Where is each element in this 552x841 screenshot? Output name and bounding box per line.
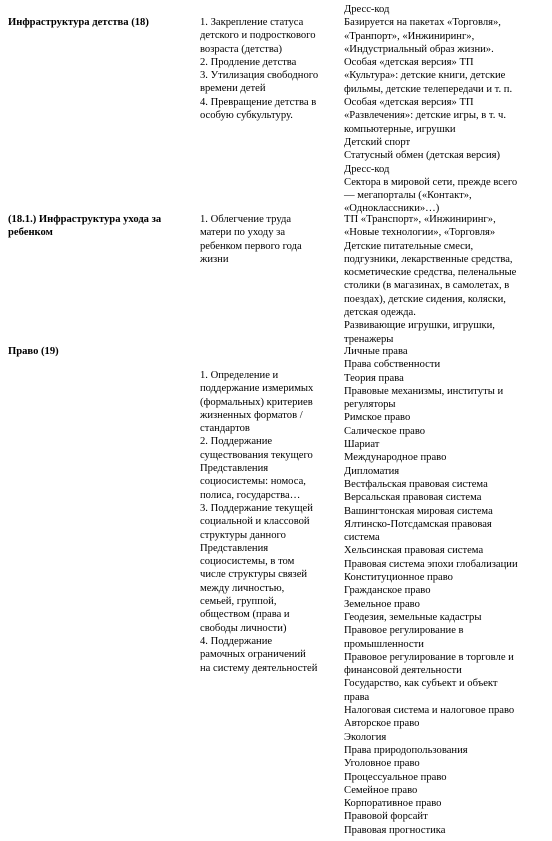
item-line: Земельное право (344, 598, 420, 610)
item-line: Салическое право (344, 425, 426, 437)
document-table (8, 3, 548, 837)
row-title-text: Инфраструктура детства (18) (8, 17, 149, 28)
item-line: финансовой деятельности (344, 665, 462, 677)
goals-cell (200, 3, 344, 122)
item-line: Авторское право (344, 718, 420, 730)
item-line: компьютерные, игрушки (344, 123, 456, 135)
item-line: Теория права (344, 372, 404, 384)
item-line: Экология (344, 731, 387, 743)
item-line: промышленности (344, 638, 424, 650)
item-line: фильмы, детские телепередачи и т. п. (344, 83, 513, 95)
goal-line: возраста (детства) (200, 43, 283, 55)
row-title (8, 213, 200, 240)
item-line: система (344, 532, 380, 544)
goal-line: стандартов (200, 423, 250, 435)
item-line: Особая «детская версия» ТП (344, 97, 474, 109)
item-line: Дресс-код (344, 4, 390, 15)
items-cell (344, 3, 548, 216)
item-line: Правовое регулирование в торговле и (344, 651, 514, 663)
item-line: Геодезия, земельные кадастры (344, 611, 482, 623)
item-line: Государство, как субъект и объект (344, 678, 498, 690)
goal-line: структуры данного (200, 529, 286, 541)
goal-line: ребенком первого года (200, 240, 302, 252)
item-line: «Индустриальный образ жизни». (344, 43, 494, 55)
item-line: Дресс-код (344, 163, 390, 175)
goal-line: существования текущего (200, 449, 313, 461)
item-line: Корпоративное право (344, 798, 442, 810)
goal-line: 4. Превращение детства в (200, 96, 317, 108)
goal-line: числе структуры связей (200, 569, 308, 581)
item-line: Вашингтонская мировая система (344, 505, 493, 517)
item-line: Правовая система эпохи глобализации (344, 558, 518, 570)
goal-line: жизни (200, 253, 229, 265)
row-title (8, 345, 200, 358)
item-line: Статусный обмен (детская версия) (344, 150, 501, 162)
item-line: Правовая прогностика (344, 824, 446, 836)
item-line: Базируется на пакетах «Торговля», (344, 17, 501, 29)
item-line: «Развлечения»: детские игры, в т. ч. (344, 110, 506, 122)
item-line: Детские питательные смеси, (344, 240, 474, 252)
goal-line: 2. Продление детства (200, 56, 297, 68)
row-title-text: Право (19) (8, 346, 59, 357)
item-line: Конституционное право (344, 572, 453, 584)
row-title-text: ребенком (8, 227, 53, 239)
goal-line: свободы личности) (200, 622, 287, 634)
goal-line: 3. Утилизация свободного (200, 70, 319, 82)
item-line: Уголовное право (344, 758, 420, 770)
goal-line: 1. Облегчение труда (200, 214, 292, 225)
item-line: «Новые технологии», «Торговля» (344, 227, 496, 239)
item-line: Версальская правовая система (344, 492, 482, 504)
item-line: Налоговая система и налоговое право (344, 705, 515, 717)
item-line: Права природопользования (344, 744, 468, 756)
item-line: Семейное право (344, 784, 418, 796)
item-line: Особая «детская версия» ТП (344, 57, 474, 69)
item-line: Личные права (344, 346, 408, 357)
item-line: Дипломатия (344, 465, 400, 477)
goal-line: 2. Поддержание (200, 436, 273, 448)
goal-line: (формальных) критериев (200, 396, 313, 408)
item-line: «Одноклассники»…) (344, 203, 440, 215)
goal-line: поддержание измеримых (200, 383, 314, 395)
item-line: Хельсинская правовая система (344, 545, 484, 557)
items-cell (344, 213, 548, 346)
goal-line: времени детей (200, 83, 266, 95)
goal-line: семьей, группой, (200, 596, 277, 608)
goal-line: Представления (200, 463, 269, 475)
goal-line: 3. Поддержание текущей (200, 502, 313, 514)
item-line: детская одежда. (344, 307, 416, 319)
item-line: ТП «Транспорт», «Инжиниринг», (344, 214, 496, 225)
item-line: Римское право (344, 412, 411, 424)
item-line: права (344, 691, 370, 703)
table-row (8, 213, 548, 345)
item-line: Ялтинско-Потсдамская правовая (344, 518, 492, 530)
item-line: Права собственности (344, 359, 441, 371)
goal-line: рамочных ограничений (200, 649, 306, 661)
goal-line: социосистемы, в том (200, 556, 295, 568)
item-line: «Культура»: детские книги, детские (344, 70, 506, 82)
goal-line: особую субкультуру. (200, 110, 293, 122)
item-line: Гражданское право (344, 585, 431, 597)
item-line: подгузники, лекарственные средства, (344, 253, 513, 265)
item-line: «Транпорт», «Инжиниринг», (344, 30, 475, 42)
table-row (8, 3, 548, 213)
goal-line: 1. Закрепление статуса (200, 17, 304, 28)
goal-line: матери по уходу за (200, 227, 286, 239)
item-line: Международное право (344, 452, 447, 464)
row-title (8, 3, 200, 29)
item-line: Правовое регулирование в (344, 625, 464, 637)
goal-line: полиса, государства… (200, 489, 301, 501)
goals-cell (200, 345, 344, 675)
item-line: Правовые механизмы, институты и (344, 385, 504, 397)
goal-line: обществом (права и (200, 609, 290, 621)
item-line: Процессуальное право (344, 771, 447, 783)
item-line: столики (в магазинах, в самолетах, в (344, 280, 510, 292)
goal-line: социосистемы: номоса, (200, 476, 306, 488)
item-line: тренажеры (344, 333, 394, 345)
item-line: Сектора в мировой сети, прежде всего (344, 176, 518, 188)
goal-line: жизненных форматов / (200, 409, 303, 421)
items-cell (344, 345, 548, 837)
item-line: регуляторы (344, 399, 396, 411)
row-title-text: (18.1.) Инфраструктура ухода за (8, 214, 162, 225)
item-line: Правовой форсайт (344, 811, 428, 823)
item-line: Детский спорт (344, 136, 411, 148)
item-line: — мегапорталы («Контакт», (344, 190, 472, 202)
goal-line: между личностью, (200, 582, 285, 594)
goal-line: 1. Определение и (200, 370, 279, 381)
item-line: Шариат (344, 439, 380, 451)
item-line: косметические средства, пеленальные (344, 267, 517, 279)
goal-line: Представления (200, 542, 269, 554)
item-line: поездах), детские сидения, коляски, (344, 293, 506, 305)
goal-line: на систему деятельностей (200, 662, 318, 674)
goal-line: 4. Поддержание (200, 635, 273, 647)
table-row (8, 345, 548, 837)
goals-cell (200, 213, 344, 266)
item-line: Вестфальская правовая система (344, 478, 488, 490)
goal-line: социальной и классовой (200, 516, 310, 528)
item-line: Развивающие игрушки, игрушки, (344, 320, 495, 332)
goal-line: детского и подросткового (200, 30, 316, 42)
